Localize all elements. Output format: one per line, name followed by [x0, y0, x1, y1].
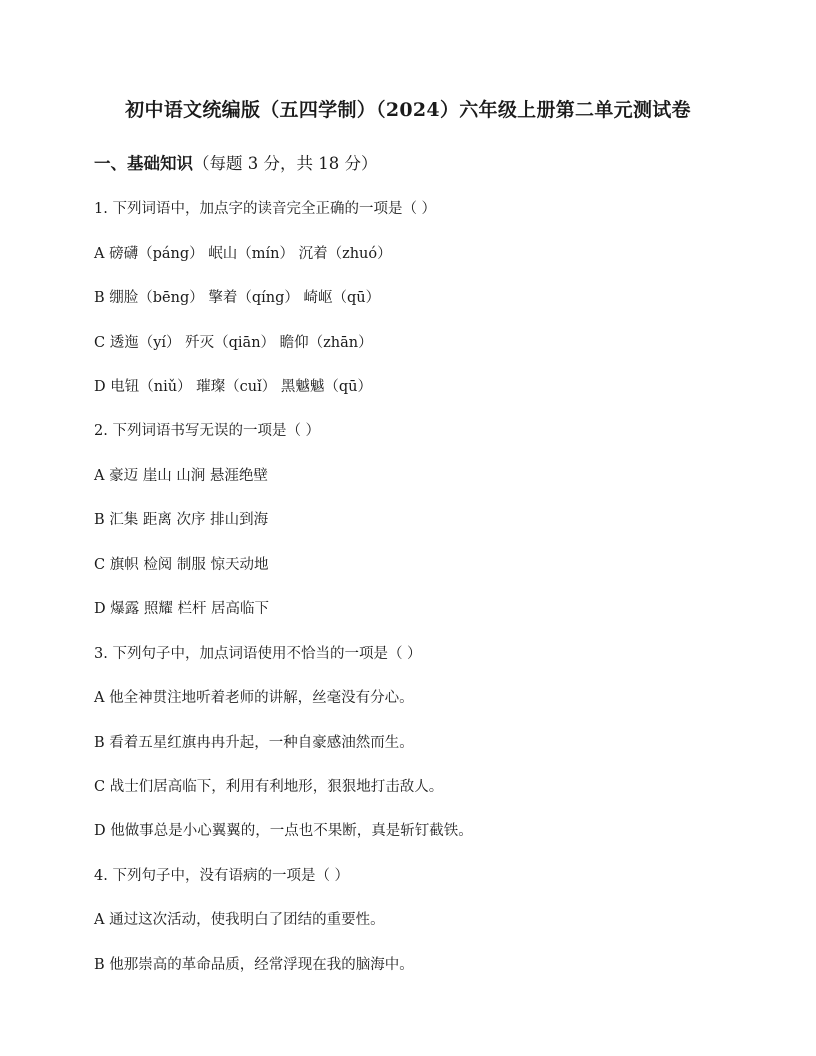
section-heading [94, 150, 377, 174]
section-heading-note: （每题 3 分，共 18 分） [193, 154, 378, 173]
question-2-option-d: D 爆露 照耀 栏杆 居高临下 [94, 601, 270, 617]
question-3-option-b: B 看着五星红旗冉冉升起，一种自豪感油然而生。 [94, 735, 414, 751]
question-3-option-a: A 他全神贯注地听着老师的讲解，丝毫没有分心。 [94, 690, 414, 706]
question-2-stem: 2. 下列词语书写无误的一项是（ ） [94, 423, 321, 439]
question-3-option-c: C 战士们居高临下，利用有利地形，狠狠地打击敌人。 [94, 779, 444, 795]
page-title: 初中语文统编版（五四学制）（2024）六年级上册第二单元测试卷 [125, 99, 691, 121]
question-1-stem: 1. 下列词语中，加点字的读音完全正确的一项是（ ） [94, 201, 437, 217]
question-3-stem: 3. 下列句子中，加点词语使用不恰当的一项是（ ） [94, 646, 422, 662]
question-2-option-a: A 豪迈 崖山 山涧 悬涯绝壁 [94, 468, 268, 484]
question-2-option-b: B 汇集 距离 次序 排山到海 [94, 512, 269, 528]
question-4-stem: 4. 下列句子中，没有语病的一项是（ ） [94, 868, 350, 884]
question-1-option-c: C 透迤（yí） 歼灭（qiān） 瞻仰（zhān） [94, 335, 373, 351]
question-1-option-b: B 绷脸（bēng） 擎着（qíng） 崎岖（qū） [94, 290, 381, 306]
question-4-option-a: A 通过这次活动，使我明白了团结的重要性。 [94, 912, 385, 928]
question-1-option-a: A 磅礴（páng） 岷山（mín） 沉着（zhuó） [94, 246, 392, 262]
question-1-option-d: D 电钮（niǔ） 璀璨（cuǐ） 黑魆魆（qū） [94, 379, 372, 395]
question-2-option-c: C 旗帜 检阅 制服 惊天动地 [94, 557, 269, 573]
question-4-option-b: B 他那崇高的革命品质，经常浮现在我的脑海中。 [94, 957, 414, 973]
question-3-option-d: D 他做事总是小心翼翼的，一点也不果断，真是斩钉截铁。 [94, 823, 473, 839]
section-heading-label: 一、基础知识 [94, 154, 193, 173]
